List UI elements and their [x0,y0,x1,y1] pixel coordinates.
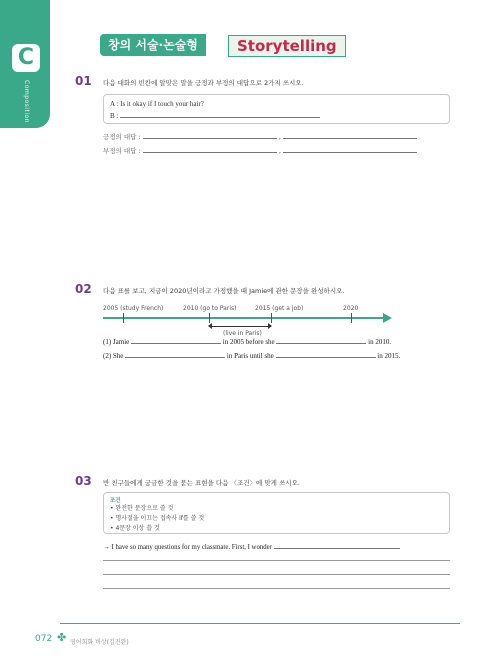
sentence-1 [103,336,391,346]
answer-line[interactable] [103,560,450,561]
chapter-letter: C [12,44,40,72]
timeline-arrowhead [383,313,392,323]
condition-item: • 완전한 문장으로 쓸 것 [110,505,174,512]
negative-answer-row: 부정의 대답 : , [103,145,417,155]
dialogue-line-a: A : Is it okay if I touch your hair? [110,100,204,108]
timeline-axis [103,317,385,319]
dialogue-box [103,94,450,124]
sentence-2 [103,350,400,360]
dialogue-line-b: B : [110,112,119,120]
question-1-text: 다음 대화의 빈칸에 알맞은 말을 긍정과 부정의 대답으로 2가지 쓰시오. [103,79,304,87]
positive-blank-2[interactable] [283,131,417,139]
answer-line[interactable] [103,574,450,575]
section-title-korean: 창의 서술·논술형 [100,34,206,56]
sentence-1-blank-1[interactable] [131,336,221,344]
timeline-tick [351,313,352,323]
timeline-label-2020: 2020 [343,305,359,312]
book-title: 영어회화 비상(김진완) [70,639,129,646]
positive-answer-row: 긍정의 대답 : , [103,131,417,141]
conditions-box [103,492,450,534]
sentence-2-part-b: in Paris until she [226,352,274,360]
answer-line[interactable] [103,588,450,589]
question-number-2: 02 [75,282,92,296]
timeline-tick [271,313,272,323]
conditions-heading: 조건 [110,498,121,504]
clover-icon: ✤ [57,631,67,644]
answer-start [103,541,400,551]
negative-blank-2[interactable] [283,145,417,153]
timeline-span-arrow [209,326,271,327]
timeline-tick [209,313,210,323]
section-title-english: Storytelling [228,35,346,57]
condition-item: • 4문장 이상 쓸 것 [110,525,160,532]
timeline-label-2010: 2010 (go to Paris) [183,305,237,312]
sentence-1-part-b: in 2005 before she [222,338,275,346]
question-3-text: 반 친구들에게 궁금한 것을 묻는 표현을 다음 〈조건〉에 맞게 쓰시오. [103,479,300,487]
answer-start-text: → I have so many questions for my classmate. First, I wonder [103,544,272,551]
timeline-label-2005: 2005 (study French) [103,305,164,312]
positive-answer-label: 긍정의 대답 : [103,133,141,141]
timeline-tick [123,313,124,323]
sentence-2-blank-1[interactable] [125,350,225,358]
sentence-1-part-c: in 2010. [368,338,392,346]
sentence-2-blank-2[interactable] [276,350,376,358]
chapter-word: Composition [23,80,30,123]
footer-rule [60,623,460,624]
sentence-1-part-a: (1) Jamie [103,338,130,346]
question-2-text: 다음 표를 보고, 지금이 2020년이라고 가정했을 때 Jamie에 관한 문장을 완성하시오. [103,287,345,295]
condition-item: • 명사절을 이끄는 접속사 if를 쓸 것 [110,515,205,522]
dialogue-line-b-row [110,110,443,122]
question-number-1: 01 [75,74,92,88]
sentence-1-blank-2[interactable] [276,336,366,344]
page-number: 072 [35,634,53,644]
answer-start-blank[interactable] [274,541,400,549]
dialogue-blank[interactable] [120,110,320,118]
question-number-3: 03 [75,474,92,488]
timeline-label-2015: 2015 (get a job) [255,305,304,312]
sentence-2-part-c: in 2015. [377,352,401,360]
sentence-2-part-a: (2) She [103,352,124,360]
negative-answer-label: 부정의 대답 : [103,147,141,155]
negative-blank-1[interactable] [143,145,277,153]
positive-blank-1[interactable] [143,131,277,139]
timeline-span-label: (live in Paris) [223,330,262,337]
